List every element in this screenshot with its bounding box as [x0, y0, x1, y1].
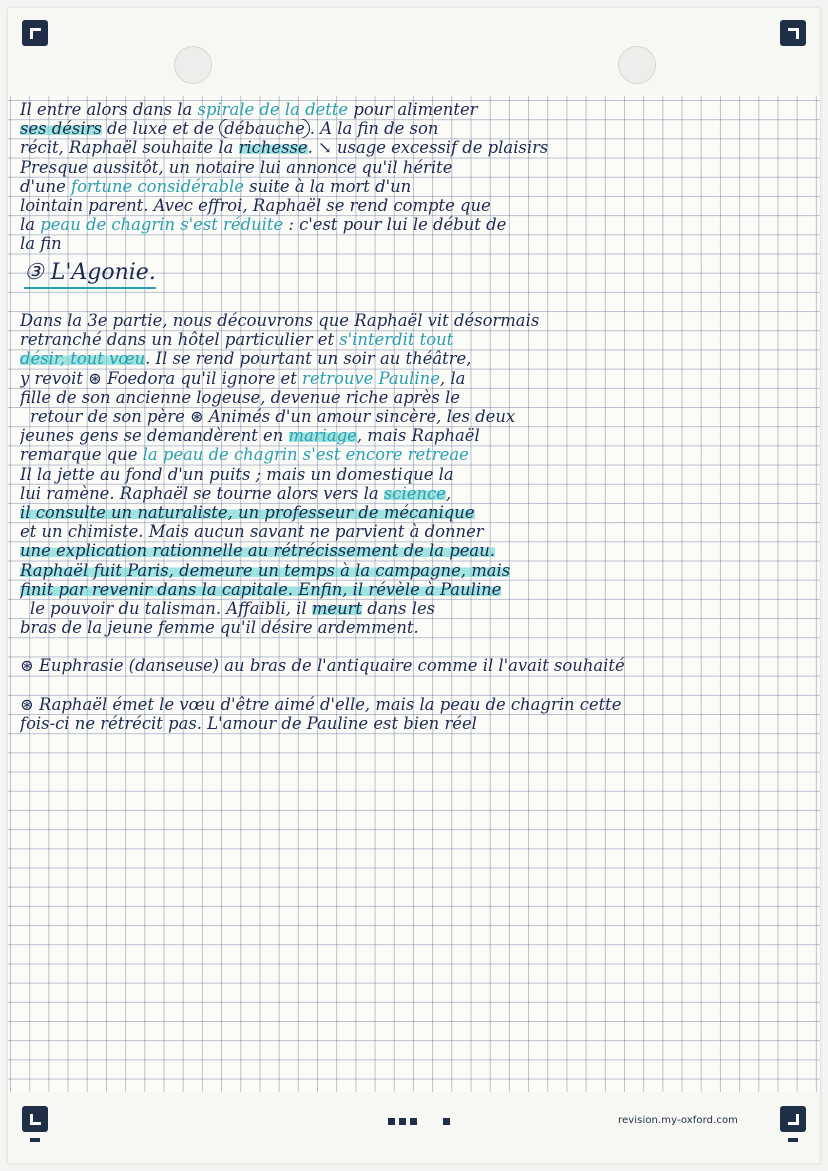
- footnote-line: fois-ci ne rétrécit pas. L'amour de Pauline est bien réel: [20, 714, 477, 734]
- circled-term: débauche: [219, 119, 309, 138]
- text-segment: d'une: [20, 176, 72, 196]
- highlight-term: science: [383, 483, 446, 503]
- highlight-term: désir, tout vœu: [20, 349, 146, 369]
- marked-term: il consulte un naturaliste, un professeur de mécanique: [20, 502, 475, 522]
- marked-term: meurt: [311, 598, 363, 618]
- note-line: [20, 580, 812, 599]
- note-line: Il la jette au fond d'un puits ; mais un domestique la: [20, 464, 454, 484]
- highlight-term: retrouve Pauline: [302, 368, 440, 388]
- note-line: [20, 369, 812, 388]
- note-line: [20, 100, 812, 119]
- note-line: [20, 445, 812, 464]
- text-segment: retranché dans un hôtel particulier et: [20, 330, 340, 350]
- marked-term: une explication rationnelle au rétrécissement de la peau.: [20, 541, 495, 561]
- text-segment: remarque que: [20, 445, 143, 465]
- highlight-term: fortune considérable: [71, 176, 244, 196]
- corner-top-right-icon: [780, 20, 806, 46]
- note-line: [20, 503, 812, 522]
- note-line: [20, 215, 812, 234]
- footnote-line: ⊛ Raphaël émet le vœu d'être aimé d'elle, mais la peau de chagrin cette: [20, 694, 622, 714]
- note-line: [20, 561, 812, 580]
- footer-dot: [388, 1118, 395, 1125]
- text-segment: . Il se rend pourtant un soir au théâtre,: [145, 349, 472, 369]
- note-line: retour de son père ⊛ Animés d'un amour sincère, les deux: [30, 407, 516, 427]
- marked-term: Raphaël fuit Paris, demeure un temps à la campagne, mais: [20, 560, 511, 580]
- highlight-term: la peau de chagrin s'est encore retreae: [142, 445, 469, 465]
- corner-bottom-right-icon: [780, 1106, 806, 1132]
- footer-dot: [399, 1118, 406, 1125]
- dash-mark: [30, 1138, 40, 1142]
- blank-line: [20, 292, 812, 311]
- blank-line: [20, 637, 812, 656]
- note-line: la fin: [20, 234, 62, 254]
- dash-mark: [788, 1138, 798, 1142]
- handwritten-notes: [20, 100, 812, 733]
- footer-dot: [410, 1118, 417, 1125]
- binder-hole-right: [618, 46, 656, 84]
- text-segment: la: [20, 215, 41, 235]
- text-segment: Il entre alors dans la: [20, 100, 198, 119]
- notebook-page: [8, 8, 820, 1163]
- note-line: [20, 330, 812, 349]
- corner-bottom-left-icon: [22, 1106, 48, 1132]
- note-line: [20, 426, 812, 445]
- highlight-term: mariage: [288, 426, 357, 446]
- note-line: fille de son ancienne logeuse, devenue riche après le: [20, 387, 460, 407]
- text-segment: y revoit ⊛ Foedora qu'il ignore et: [20, 368, 302, 388]
- annotation-text: . ↘ usage excessif de plaisirs: [307, 138, 549, 158]
- note-line: lointain parent. Avec effroi, Raphaël se rend compte que: [20, 195, 491, 215]
- text-segment: lui ramène. Raphaël se tourne alors vers la: [20, 483, 384, 503]
- text-segment: pour alimenter: [348, 100, 478, 119]
- note-line: [20, 599, 812, 618]
- note-line: [20, 541, 812, 560]
- text-segment: le pouvoir du talisman. Affaibli, il: [30, 598, 312, 618]
- corner-top-left-icon: [22, 20, 48, 46]
- text-segment: récit, Raphaël souhaite la: [20, 138, 239, 158]
- note-line: Dans la 3e partie, nous découvrons que Raphaël vit désormais: [20, 311, 540, 331]
- text-segment: : c'est pour lui le début de: [283, 215, 507, 235]
- footer-url: revision.my-oxford.com: [618, 1115, 739, 1126]
- text-segment: ,: [445, 483, 452, 503]
- text-segment: , mais Raphaël: [356, 426, 480, 446]
- note-line: [20, 119, 812, 138]
- text-segment: jeunes gens se demandèrent en: [20, 426, 289, 446]
- section-title: ③ L'Agonie.: [24, 260, 156, 289]
- note-line: Presque aussitôt, un notaire lui annonce qu'il hérite: [20, 157, 453, 177]
- section-heading: [20, 254, 812, 292]
- note-line: et un chimiste. Mais aucun savant ne parvient à donner: [20, 522, 484, 542]
- note-line: [20, 484, 812, 503]
- highlight-term: peau de chagrin s'est réduite: [40, 215, 284, 235]
- text-segment: dans les: [362, 598, 436, 618]
- highlight-term: spirale de la dette: [197, 100, 349, 119]
- marked-term: ses désirs: [20, 119, 102, 139]
- note-line: bras de la jeune femme qu'il désire ardemment.: [20, 618, 419, 638]
- page-header-band: [8, 8, 820, 96]
- blank-line: [20, 676, 812, 695]
- text-segment: . A la fin de son: [309, 119, 439, 139]
- text-segment: de luxe et de: [101, 119, 220, 139]
- marked-term: finit par revenir dans la capitale. Enfin, il révèle à Pauline: [20, 579, 502, 599]
- text-segment: , la: [439, 368, 466, 388]
- footer-dot: [443, 1118, 450, 1125]
- text-segment: suite à la mort d'un: [243, 176, 412, 196]
- page-footer-band: [8, 1092, 820, 1163]
- highlight-term: s'interdit tout: [339, 330, 454, 350]
- marked-term: richesse: [238, 138, 308, 158]
- note-line: [20, 138, 812, 157]
- footnote-line: ⊛ Euphrasie (danseuse) au bras de l'antiquaire comme il l'avait souhaité: [20, 656, 625, 676]
- binder-hole-left: [174, 46, 212, 84]
- note-line: [20, 177, 812, 196]
- footer-dots: [388, 1118, 450, 1125]
- note-line: [20, 349, 812, 368]
